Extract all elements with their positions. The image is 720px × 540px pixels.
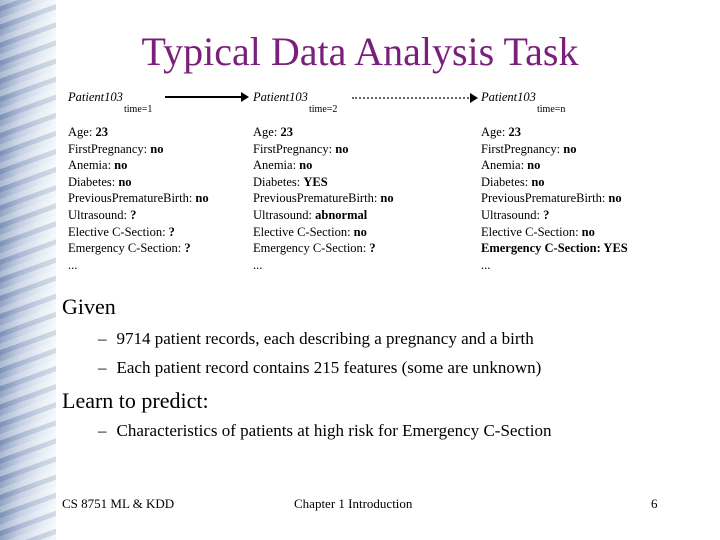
field-diabetes: Diabetes: no	[68, 174, 132, 189]
patient-record-time-1	[68, 90, 268, 273]
field-anemia: Anemia: no	[481, 158, 541, 173]
field-diabetes: Diabetes: YES	[253, 174, 328, 189]
patient-fields	[68, 124, 268, 273]
slide-title: Typical Data Analysis Task	[141, 29, 579, 74]
field-diabetes: Diabetes: no	[481, 174, 545, 189]
field-emergency-c-section: Emergency C-Section: ?	[253, 241, 376, 256]
patient-record-time-n	[481, 90, 681, 273]
field-previous-premature-birth: PreviousPrematureBirth: no	[481, 191, 622, 206]
time-label: time=1	[124, 104, 153, 115]
footer-course: CS 8751 ML & KDD	[62, 496, 175, 511]
field-age: Age: 23	[481, 125, 521, 139]
field-elective-c-section: Elective C-Section: ?	[68, 224, 175, 239]
patient-name: Patient103	[253, 90, 308, 104]
field-previous-premature-birth: PreviousPrematureBirth: no	[253, 191, 394, 206]
field-anemia: Anemia: no	[68, 158, 128, 173]
time-label: time=n	[537, 104, 566, 115]
field-elective-c-section: Elective C-Section: no	[253, 224, 367, 239]
learn-item: – Characteristics of patients at high risk for Emergency C-Section	[98, 421, 552, 440]
field-first-pregnancy: FirstPregnancy: no	[68, 141, 164, 156]
given-item: – Each patient record contains 215 features (some are unknown)	[98, 358, 542, 377]
field-previous-premature-birth: PreviousPrematureBirth: no	[68, 191, 209, 206]
field-elective-c-section: Elective C-Section: no	[481, 224, 595, 239]
field-age: Age: 23	[68, 125, 108, 139]
footer-chapter: Chapter 1 Introduction	[294, 496, 413, 511]
patient-name: Patient103	[68, 90, 123, 104]
field-ultrasound: Ultrasound: ?	[68, 207, 137, 222]
patient-record-time-2	[253, 90, 453, 273]
footer-page-number: 6	[651, 496, 658, 511]
patient-name: Patient103	[481, 90, 536, 104]
field-emergency-c-section: Emergency C-Section: YES	[481, 241, 628, 256]
field-anemia: Anemia: no	[253, 158, 313, 173]
learn-heading: Learn to predict:	[62, 388, 209, 413]
timeline-dotted-arrow-icon	[352, 97, 476, 99]
field-first-pregnancy: FirstPregnancy: no	[253, 141, 349, 156]
field-ultrasound: Ultrasound: ?	[481, 207, 550, 222]
decorative-sidebar	[0, 0, 56, 540]
timeline-arrow-icon	[165, 96, 247, 98]
patient-fields	[253, 124, 453, 273]
patient-fields	[481, 124, 681, 273]
given-item: – 9714 patient records, each describing a pregnancy and a birth	[98, 329, 534, 348]
field-ellipsis: ...	[68, 257, 78, 272]
field-ultrasound: Ultrasound: abnormal	[253, 207, 368, 222]
field-emergency-c-section: Emergency C-Section: ?	[68, 241, 191, 256]
field-age: Age: 23	[253, 125, 293, 139]
field-ellipsis: ...	[253, 257, 263, 272]
time-label: time=2	[309, 104, 338, 115]
field-first-pregnancy: FirstPregnancy: no	[481, 141, 577, 156]
field-ellipsis: ...	[481, 257, 491, 272]
given-heading: Given	[62, 294, 116, 319]
